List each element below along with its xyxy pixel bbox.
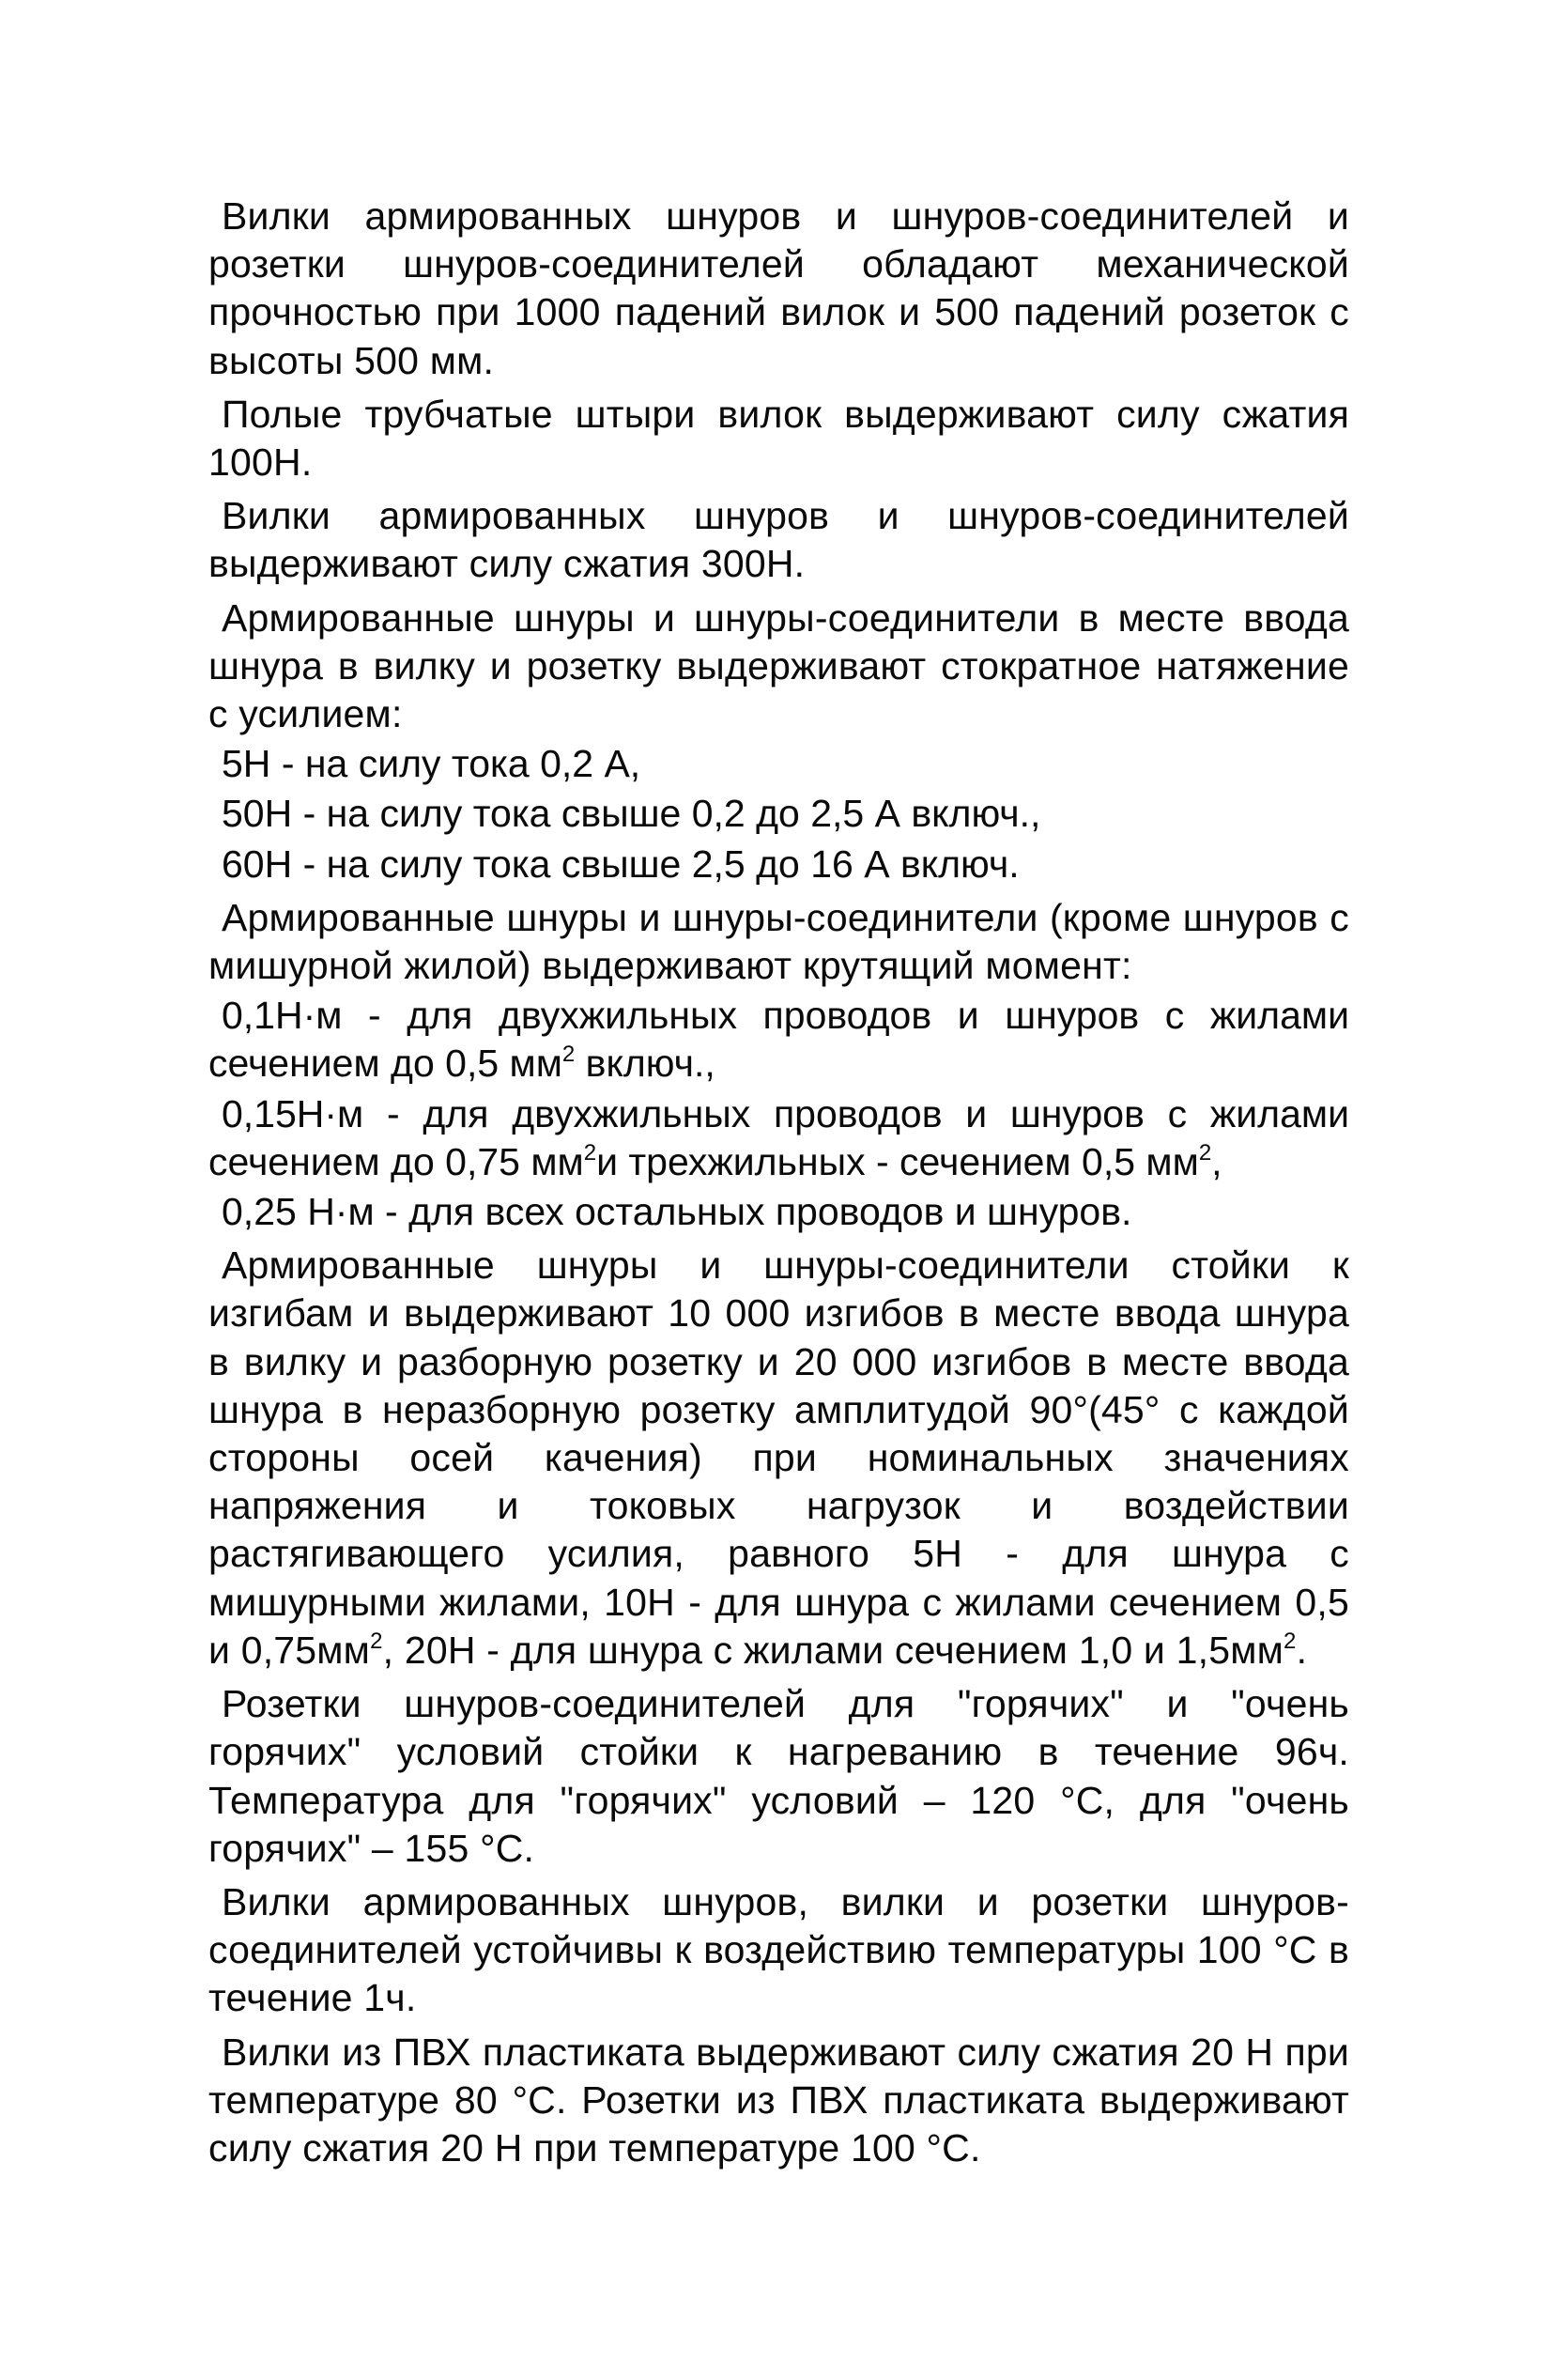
tension-text: - на силу тока свыше 0,2 до 2,5 А включ.,	[302, 792, 1041, 836]
tension-force: 60Н	[222, 842, 293, 886]
torque-item-2	[208, 1090, 1349, 1186]
torque-item-1	[208, 992, 1349, 1088]
torque-item-1-suffix: включ.,	[575, 1042, 715, 1086]
superscript: 2	[1284, 1628, 1297, 1654]
paragraph-bending	[208, 1242, 1349, 1675]
paragraph-tubular-pins: Полые трубчатые штыри вилок выдерживают силу сжатия 100Н.	[208, 392, 1349, 485]
paragraph-tension-intro: Армированные шнуры и шнуры-соединители в месте ввода шнура в вилку и розетку выдерживают стократное натяжение с усилием:	[208, 595, 1349, 736]
bending-text-cont: , 20Н - для шнура с жилами сечением 1,0 и 1,5мм	[382, 1628, 1284, 1672]
body-text	[208, 193, 1349, 2178]
torque-item-2-suffix: ,	[1211, 1139, 1222, 1183]
superscript: 2	[583, 1139, 597, 1166]
paragraph-drop-strength: Вилки армированных шнуров и шнуров-соединителей и розетки шнуров-соединителей обладают механической прочностью при 1000 падений вилок и 500 падений розеток с высоты 500 мм.	[208, 194, 1349, 382]
paragraph-pvc: Вилки из ПВХ пластиката выдерживают силу сжатия 20 Н при температуре 80 °С. Розетки из ПВХ пластиката выдерживают силу сжатия 20 Н при температуре 100 °С.	[208, 2030, 1349, 2170]
torque-item-1-text: 0,1Н·м - для двухжильных проводов и шнуров с жилами сечением до 0,5 мм	[208, 994, 1349, 1086]
tension-text: - на силу тока свыше 2,5 до 16 А включ.	[302, 842, 1020, 886]
torque-item-2-text: 0,15Н·м - для двухжильных проводов и шнуров с жилами сечением до 0,75 мм	[208, 1091, 1349, 1183]
torque-item-2-middle: и трехжильных - сечением 0,5 мм	[596, 1139, 1199, 1183]
superscript: 2	[561, 1042, 576, 1068]
paragraph-heat-resistance: Розетки шнуров-соединителей для "горячих" и "очень горячих" условий стойки к нагреванию в течение 96ч. Температура для "горячих" условий – 120 °С, для "очень горячих" – 155 °С.	[208, 1682, 1349, 1870]
tension-item	[208, 790, 1349, 838]
tension-force: 50Н	[222, 792, 293, 836]
paragraph-temperature: Вилки армированных шнуров, вилки и розетки шнуров-соединителей устойчивы к воздействию температуры 100 °С в течение 1ч.	[208, 1879, 1349, 2020]
superscript: 2	[1198, 1139, 1212, 1166]
tension-item	[208, 841, 1349, 888]
paragraph-compression: Вилки армированных шнуров и шнуров-соединителей выдерживают силу сжатия 300Н.	[208, 494, 1349, 586]
tension-force: 5Н	[222, 742, 271, 786]
tension-text: - на силу тока 0,2 А,	[281, 742, 641, 786]
torque-item-3	[208, 1188, 1349, 1236]
bending-text-end: .	[1296, 1628, 1308, 1672]
superscript: 2	[370, 1628, 383, 1654]
bending-text: Армированные шнуры и шнуры-соединители стойки к изгибам и выдерживают 10 000 изгибов в месте ввода шнура в вилку и разборную розетку и 20 000 изгибов в месте ввода шнура в неразборную розетку амплитудой 90°(45° с каждой стороны осей качения) при номинальных значениях напряжения и токовых нагрузок и воздействии растягивающего усилия, равного 5Н - для шнура с мишурными жилами, 10Н - для шнура с жилами сечением 0,5 и 0,75мм	[208, 1243, 1349, 1672]
paragraph-torque-intro: Армированные шнуры и шнуры-соединители (кроме шнуров с мишурной жилой) выдерживают крутящий момент:	[208, 895, 1349, 988]
torque-item-3-text: 0,25 Н·м - для всех остальных проводов и шнуров.	[222, 1190, 1132, 1234]
tension-item	[208, 740, 1349, 788]
